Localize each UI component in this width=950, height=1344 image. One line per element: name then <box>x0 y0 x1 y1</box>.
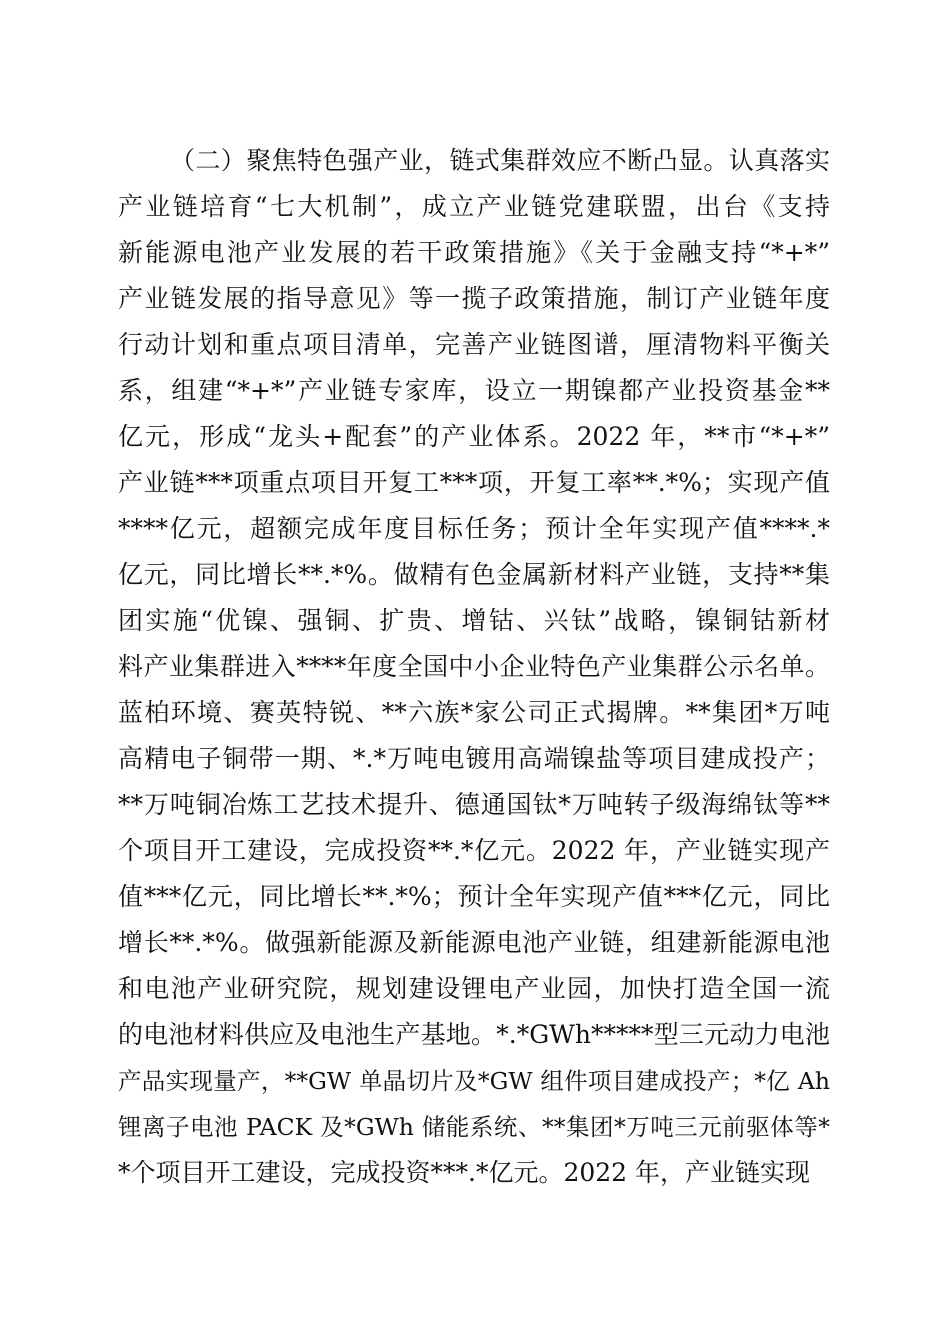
text-line: 高精电子铜带一期、*.*万吨电镀用高端镍盐等项目建成投产； <box>118 744 830 773</box>
text-line: 产业链发展的指导意见》等一揽子政策措施，制订产业链年度 <box>118 284 830 313</box>
text-line: 个项目开工建设，完成投资**.*亿元。2022 年，产业链实现产 <box>118 836 830 865</box>
text-line: 亿元，形成“龙头+配套”的产业体系。2022 年，**市“*+*” <box>118 422 830 451</box>
text-line: 团实施“优镍、强铜、扩贵、增钴、兴钛”战略，镍铜钴新材 <box>118 606 830 635</box>
text-line: （二）聚焦特色强产业，链式集群效应不断凸显。认真落实 <box>170 146 830 175</box>
text-line: 的电池材料供应及电池生产基地。*.*GWh*****型三元动力电池 <box>118 1020 830 1049</box>
text-line: 系，组建“*+*”产业链专家库，设立一期镍都产业投资基金** <box>118 376 830 405</box>
text-line: 产业链培育“七大机制”，成立产业链党建联盟，出台《支持 <box>118 192 830 221</box>
text-line: 产业链***项重点项目开复工***项，开复工率**.*%；实现产值 <box>118 468 830 497</box>
text-line: ****亿元，超额完成年度目标任务；预计全年实现产值****.* <box>118 514 830 543</box>
text-line: 锂离子电池 PACK 及*GWh 储能系统、**集团*万吨三元前驱体等* <box>118 1113 830 1141</box>
text-line: 亿元，同比增长**.*%。做精有色金属新材料产业链，支持**集 <box>118 560 830 589</box>
text-line: *个项目开工建设，完成投资***.*亿元。2022 年，产业链实现 <box>118 1158 811 1187</box>
body-paragraph <box>118 138 830 1196</box>
text-line: 增长**.*%。做强新能源及新能源电池产业链，组建新能源电池 <box>118 928 830 957</box>
text-line: 产品实现量产，**GW 单晶切片及*GW 组件项目建成投产；*亿 Ah <box>118 1067 830 1095</box>
text-line: 料产业集群进入****年度全国中小企业特色产业集群公示名单。 <box>118 652 830 681</box>
text-line: 蓝柏环境、赛英特锐、**六族*家公司正式揭牌。**集团*万吨 <box>118 698 830 727</box>
text-line: 和电池产业研究院，规划建设锂电产业园，加快打造全国一流 <box>118 974 830 1003</box>
text-line: 行动计划和重点项目清单，完善产业链图谱，厘清物料平衡关 <box>118 330 830 359</box>
text-line: **万吨铜冶炼工艺技术提升、德通国钛*万吨转子级海绵钛等** <box>118 790 830 819</box>
text-line: 新能源电池产业发展的若干政策措施》《关于金融支持“*+*” <box>118 238 830 267</box>
text-line: 值***亿元，同比增长**.*%；预计全年实现产值***亿元，同比 <box>118 882 830 911</box>
